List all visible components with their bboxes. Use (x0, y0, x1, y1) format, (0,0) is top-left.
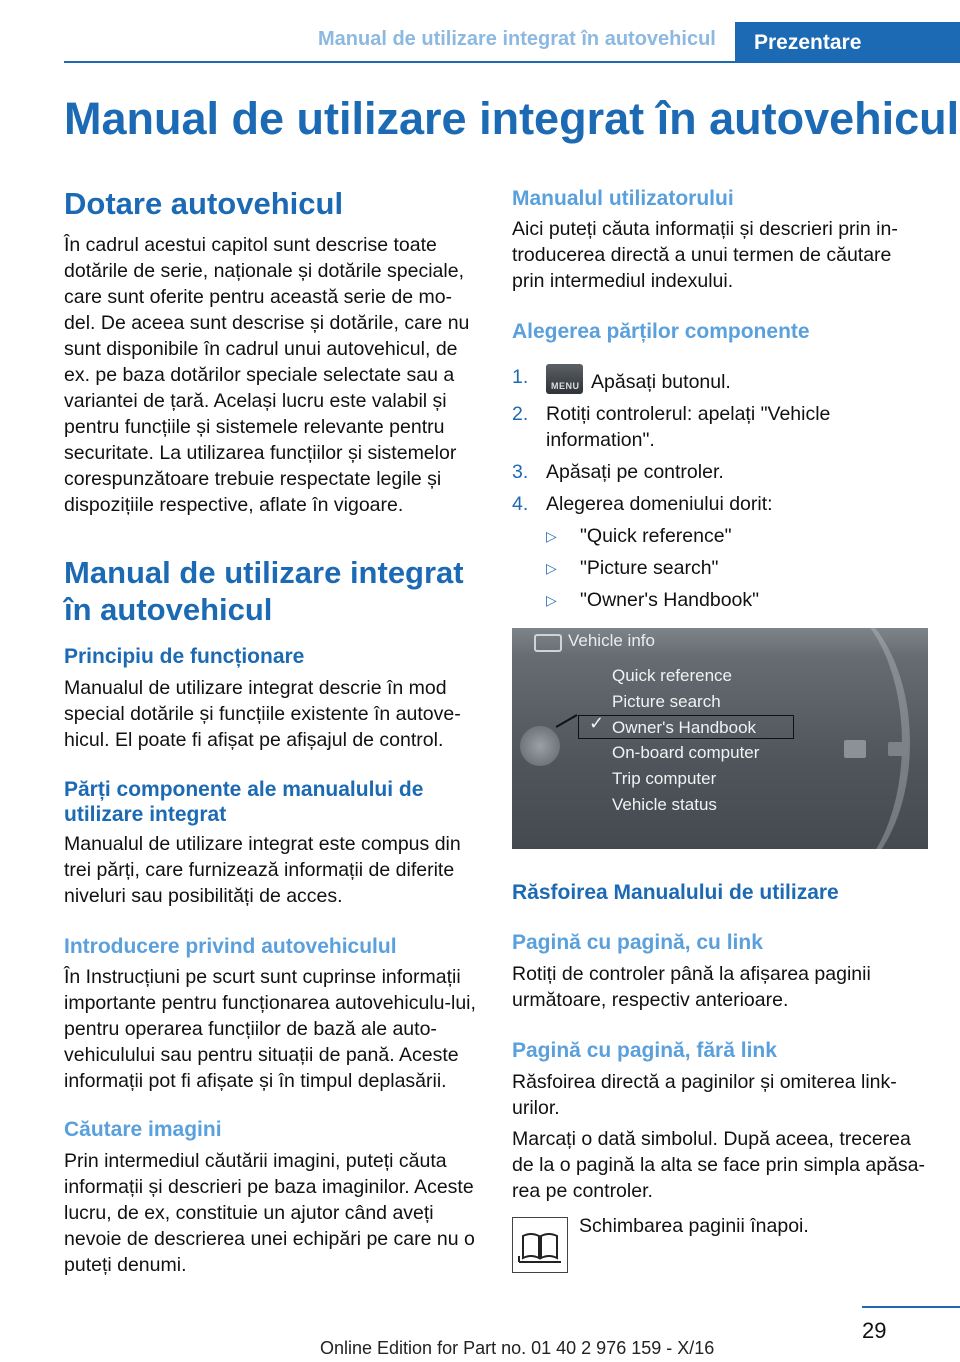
car-icon (534, 634, 562, 652)
substep-text: "Picture search" (580, 557, 719, 579)
parti-heading (64, 777, 480, 827)
step-number: 2. (512, 403, 529, 425)
screen-menu-item: Trip computer (612, 769, 717, 789)
substep-text: "Quick reference" (580, 525, 732, 547)
cautare-text: Prin intermediul căutării imagini, puteți căuta informații și descrieri pe baza imaginilor. Aceste lucru, de ex, constituie un ajutor când aveți nevoie de descrierea unei echipări pe care nu o puteți denumi. (64, 1150, 475, 1276)
pagina-link-heading: Pagină cu pagină, cu link (512, 931, 763, 954)
step-text: Rotiți controlerul: apelați "Vehicle information". (546, 403, 831, 451)
substep-text: "Owner's Handbook" (580, 589, 760, 611)
section-heading-line1: Manual de utilizare integrat (64, 555, 464, 590)
parti-text: Manualul de utilizare integrat este compus din trei părți, care furnizează informații de diferite niveluri sau posibilități de acces. (64, 833, 461, 907)
dotare-text: În cadrul acestui capitol sunt descrise toate dotările de serie, naționale și dotările speciale, care sunt oferite pentru această serie de mo-del. De aceea sunt descrise și dotările, care nu sunt disponibile în cadrul unui autovehicul, de ex. pe baza dotărilor speciale selectate sau a variantei de țară. Același lucru este valabil și pentru funcțiile și sistemele relevante pentru securitate. La utilizarea funcțiilor și sistemelor corespunzătoare trebuie respectate legile și dispozițiile respective, aflate în vigoare. (64, 234, 470, 516)
section-heading-line2: în autovehicul (64, 592, 273, 627)
header-tab-label: Prezentare (754, 31, 862, 54)
cautare-heading: Căutare imagini (64, 1118, 222, 1141)
book-icon-text: Schimbarea paginii înapoi. (579, 1215, 809, 1237)
screen-menu-item: Owner's Handbook (612, 717, 757, 737)
triangle-bullet-icon: ▷ (546, 528, 557, 544)
principiu-heading: Principiu de funcționare (64, 645, 305, 668)
step-text: Alegerea domeniului dorit: (546, 493, 773, 515)
substeps-list (546, 523, 932, 613)
step-number: 1. (512, 366, 529, 388)
menu-button-label: MENU (551, 381, 580, 391)
screen-title: Vehicle info (568, 631, 655, 650)
step-item (512, 364, 932, 395)
manual-heading: Manualul utilizatorului (512, 187, 734, 210)
step-number: 3. (512, 461, 529, 483)
alegerea-heading: Alegerea părților componente (512, 320, 810, 343)
parti-heading-line2: utilizare integrat (64, 803, 227, 826)
menu-button-icon (546, 364, 583, 394)
screen-menu (612, 663, 759, 818)
edition-text: Online Edition for Part no. 01 40 2 976 159 - X/16 (320, 1338, 715, 1358)
page-number: 29 (862, 1318, 887, 1343)
menu-side-icon (888, 742, 908, 756)
step-text: Apăsați pe controler. (546, 461, 724, 483)
pagina-fara-text2: Marcați o dată simbolul. După aceea, trecerea de la o pagină la alta se face prin simpla apăsa-rea pe controler. (512, 1128, 926, 1202)
pointer-line (556, 714, 578, 727)
section-heading (64, 554, 480, 628)
screen-menu-item: On-board computer (612, 743, 760, 763)
header-tab (735, 22, 960, 63)
pagina-link-text: Rotiți de controler până la afișarea paginii următoare, respectiv anterioare. (512, 963, 871, 1011)
footer-rule (862, 1306, 960, 1308)
step-number: 4. (512, 493, 529, 515)
book-back-icon (512, 1217, 568, 1273)
screen-menu-item: Quick reference (612, 666, 732, 685)
page-title: Manual de utilizare integrat în autovehicul (64, 93, 960, 144)
dotare-heading: Dotare autovehicul (64, 186, 344, 221)
vehicle-info-screen-image (512, 628, 928, 849)
manual-text: Aici puteți căuta informații și descrieri prin in-troducerea directă a unui termen de căutare prin intermediul indexului. (512, 218, 898, 292)
step-item (512, 491, 932, 613)
step-text: Apăsați butonul. (591, 371, 731, 393)
header-rule (64, 61, 960, 63)
substep-item (546, 587, 932, 613)
intro-heading: Introducere privind autovehiculul (64, 935, 397, 958)
triangle-bullet-icon: ▷ (546, 560, 557, 576)
step-item (512, 401, 932, 453)
screen-menu-item: Vehicle status (612, 794, 717, 814)
substep-item (546, 555, 932, 581)
principiu-text: Manualul de utilizare integrat descrie în mod special dotările și funcțiile existente în autove-hicul. El poate fi afișat pe afișajul de control. (64, 677, 461, 751)
intro-text: În Instrucțiuni pe scurt sunt cuprinse informații importante pentru funcționarea autovehiculu-lui, pentru operarea funcțiilor de bază ale auto-vehiculului sau pentru situații de pană. Aceste informații pot fi afișate și în timpul deplasării. (64, 966, 476, 1092)
header-section-title: Manual de utilizare integrat în autovehicul (318, 28, 716, 50)
parti-heading-line1: Părți componente ale manualului de (64, 778, 424, 801)
controller-knob-icon (520, 726, 560, 766)
pagina-fara-text1: Răsfoirea directă a paginilor și omiterea link-urilor. (512, 1071, 897, 1119)
substep-item (546, 523, 932, 549)
rasfoirea-heading: Răsfoirea Manualului de utilizare (512, 881, 839, 904)
step-item (512, 459, 932, 485)
screen-menu-item: Picture search (612, 691, 721, 711)
checkmark-icon: ✓ (589, 713, 605, 733)
menu-side-icon (844, 740, 866, 758)
triangle-bullet-icon: ▷ (546, 592, 557, 608)
steps-list (512, 364, 932, 619)
pagina-fara-heading: Pagină cu pagină, fără link (512, 1039, 777, 1062)
